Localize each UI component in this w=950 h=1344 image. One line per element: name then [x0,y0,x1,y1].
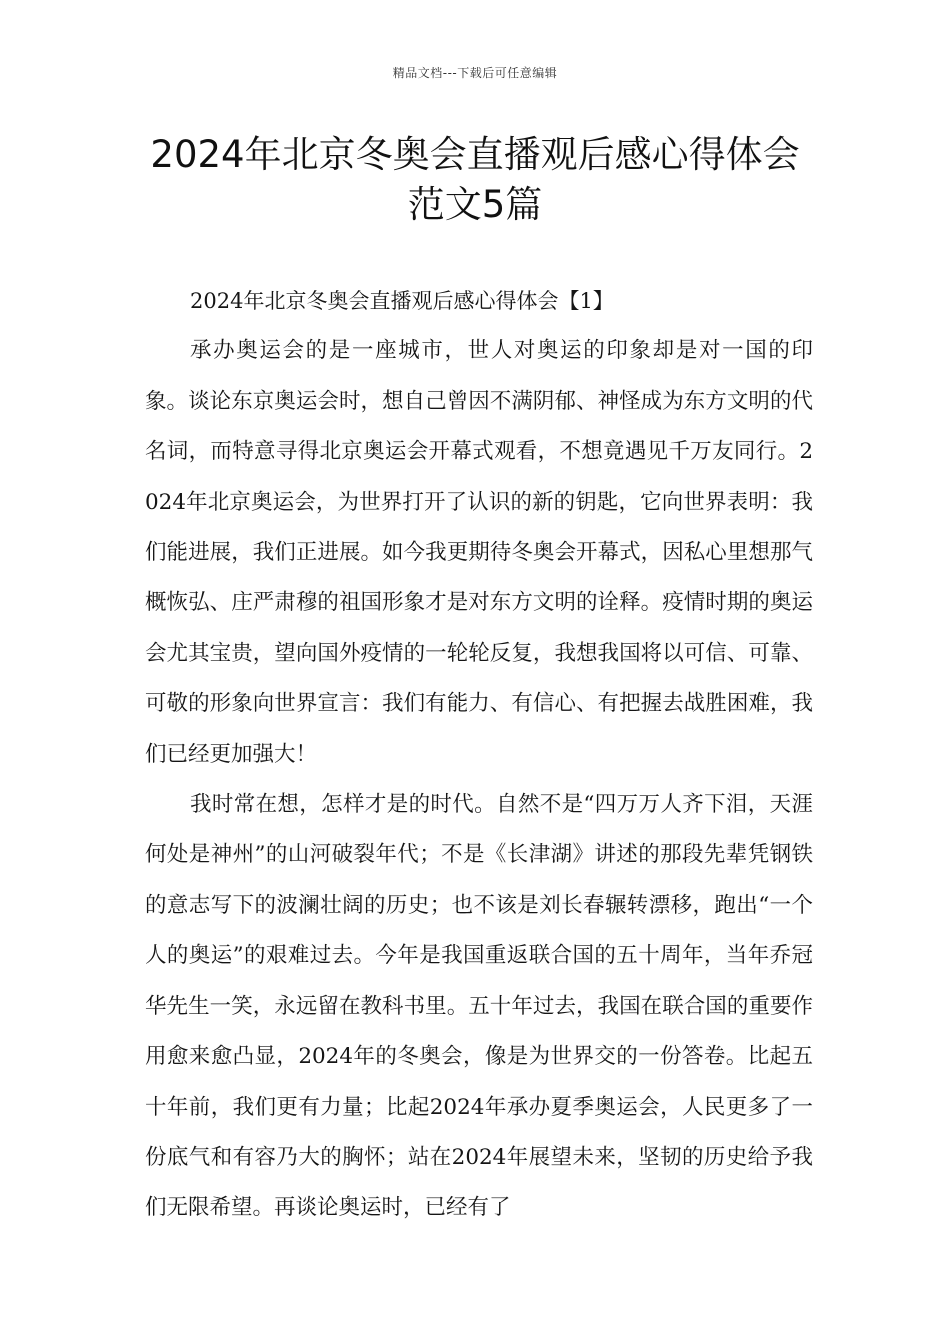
header-note: 精品文档---下载后可任意编辑 [392,66,558,80]
document-title-line-1: 2024年北京冬奥会直播观后感心得体会 [150,133,800,176]
document-body [145,276,813,1234]
section-heading: 2024年北京冬奥会直播观后感心得体会【1】 [190,289,614,313]
document-title [120,130,830,230]
document-title-line-2: 范文5篇 [407,183,543,226]
paragraph: 承办奥运会的是一座城市，世人对奥运的印象却是对一国的印象。谈论东京奥运会时，想自己曾因不满阴郁、神怪成为东方文明的代名词，而特意寻得北京奥运会开幕式观看，不想竟遇见千万友同行。2024年北京奥运会，为世界打开了认识的新的钥匙，它向世界表明：我们能进展，我们正进展。如今我更期待冬奥会开幕式，因私心里想那气概恢弘、庄严肃穆的祖国形象才是对东方文明的诠释。疫情时期的奥运会尤其宝贵，望向国外疫情的一轮轮反复，我想我国将以可信、可靠、可敬的形象向世界宣言：我们有能力、有信心、有把握去战胜困难，我们已经更加强大！ [145,338,813,767]
paragraph: 我时常在想，怎样才是的时代。自然不是“四万万人齐下泪，天涯何处是神州”的山河破裂年代；不是《长津湖》讲述的那段先辈凭钢铁的意志写下的波澜壮阔的历史；也不该是刘长春辗转漂移，跑出“一个人的奥运”的艰难过去。今年是我国重返联合国的五十周年，当年乔冠华先生一笑，永远留在教科书里。五十年过去，我国在联合国的重要作用愈来愈凸显，2024年的冬奥会，像是为世界交的一份答卷。比起五十年前，我们更有力量；比起2024年承办夏季奥运会，人民更多了一份底气和有容乃大的胸怀；站在2024年展望未来，坚韧的历史给予我们无限希望。再谈论奥运时，已经有了 [145,792,813,1221]
